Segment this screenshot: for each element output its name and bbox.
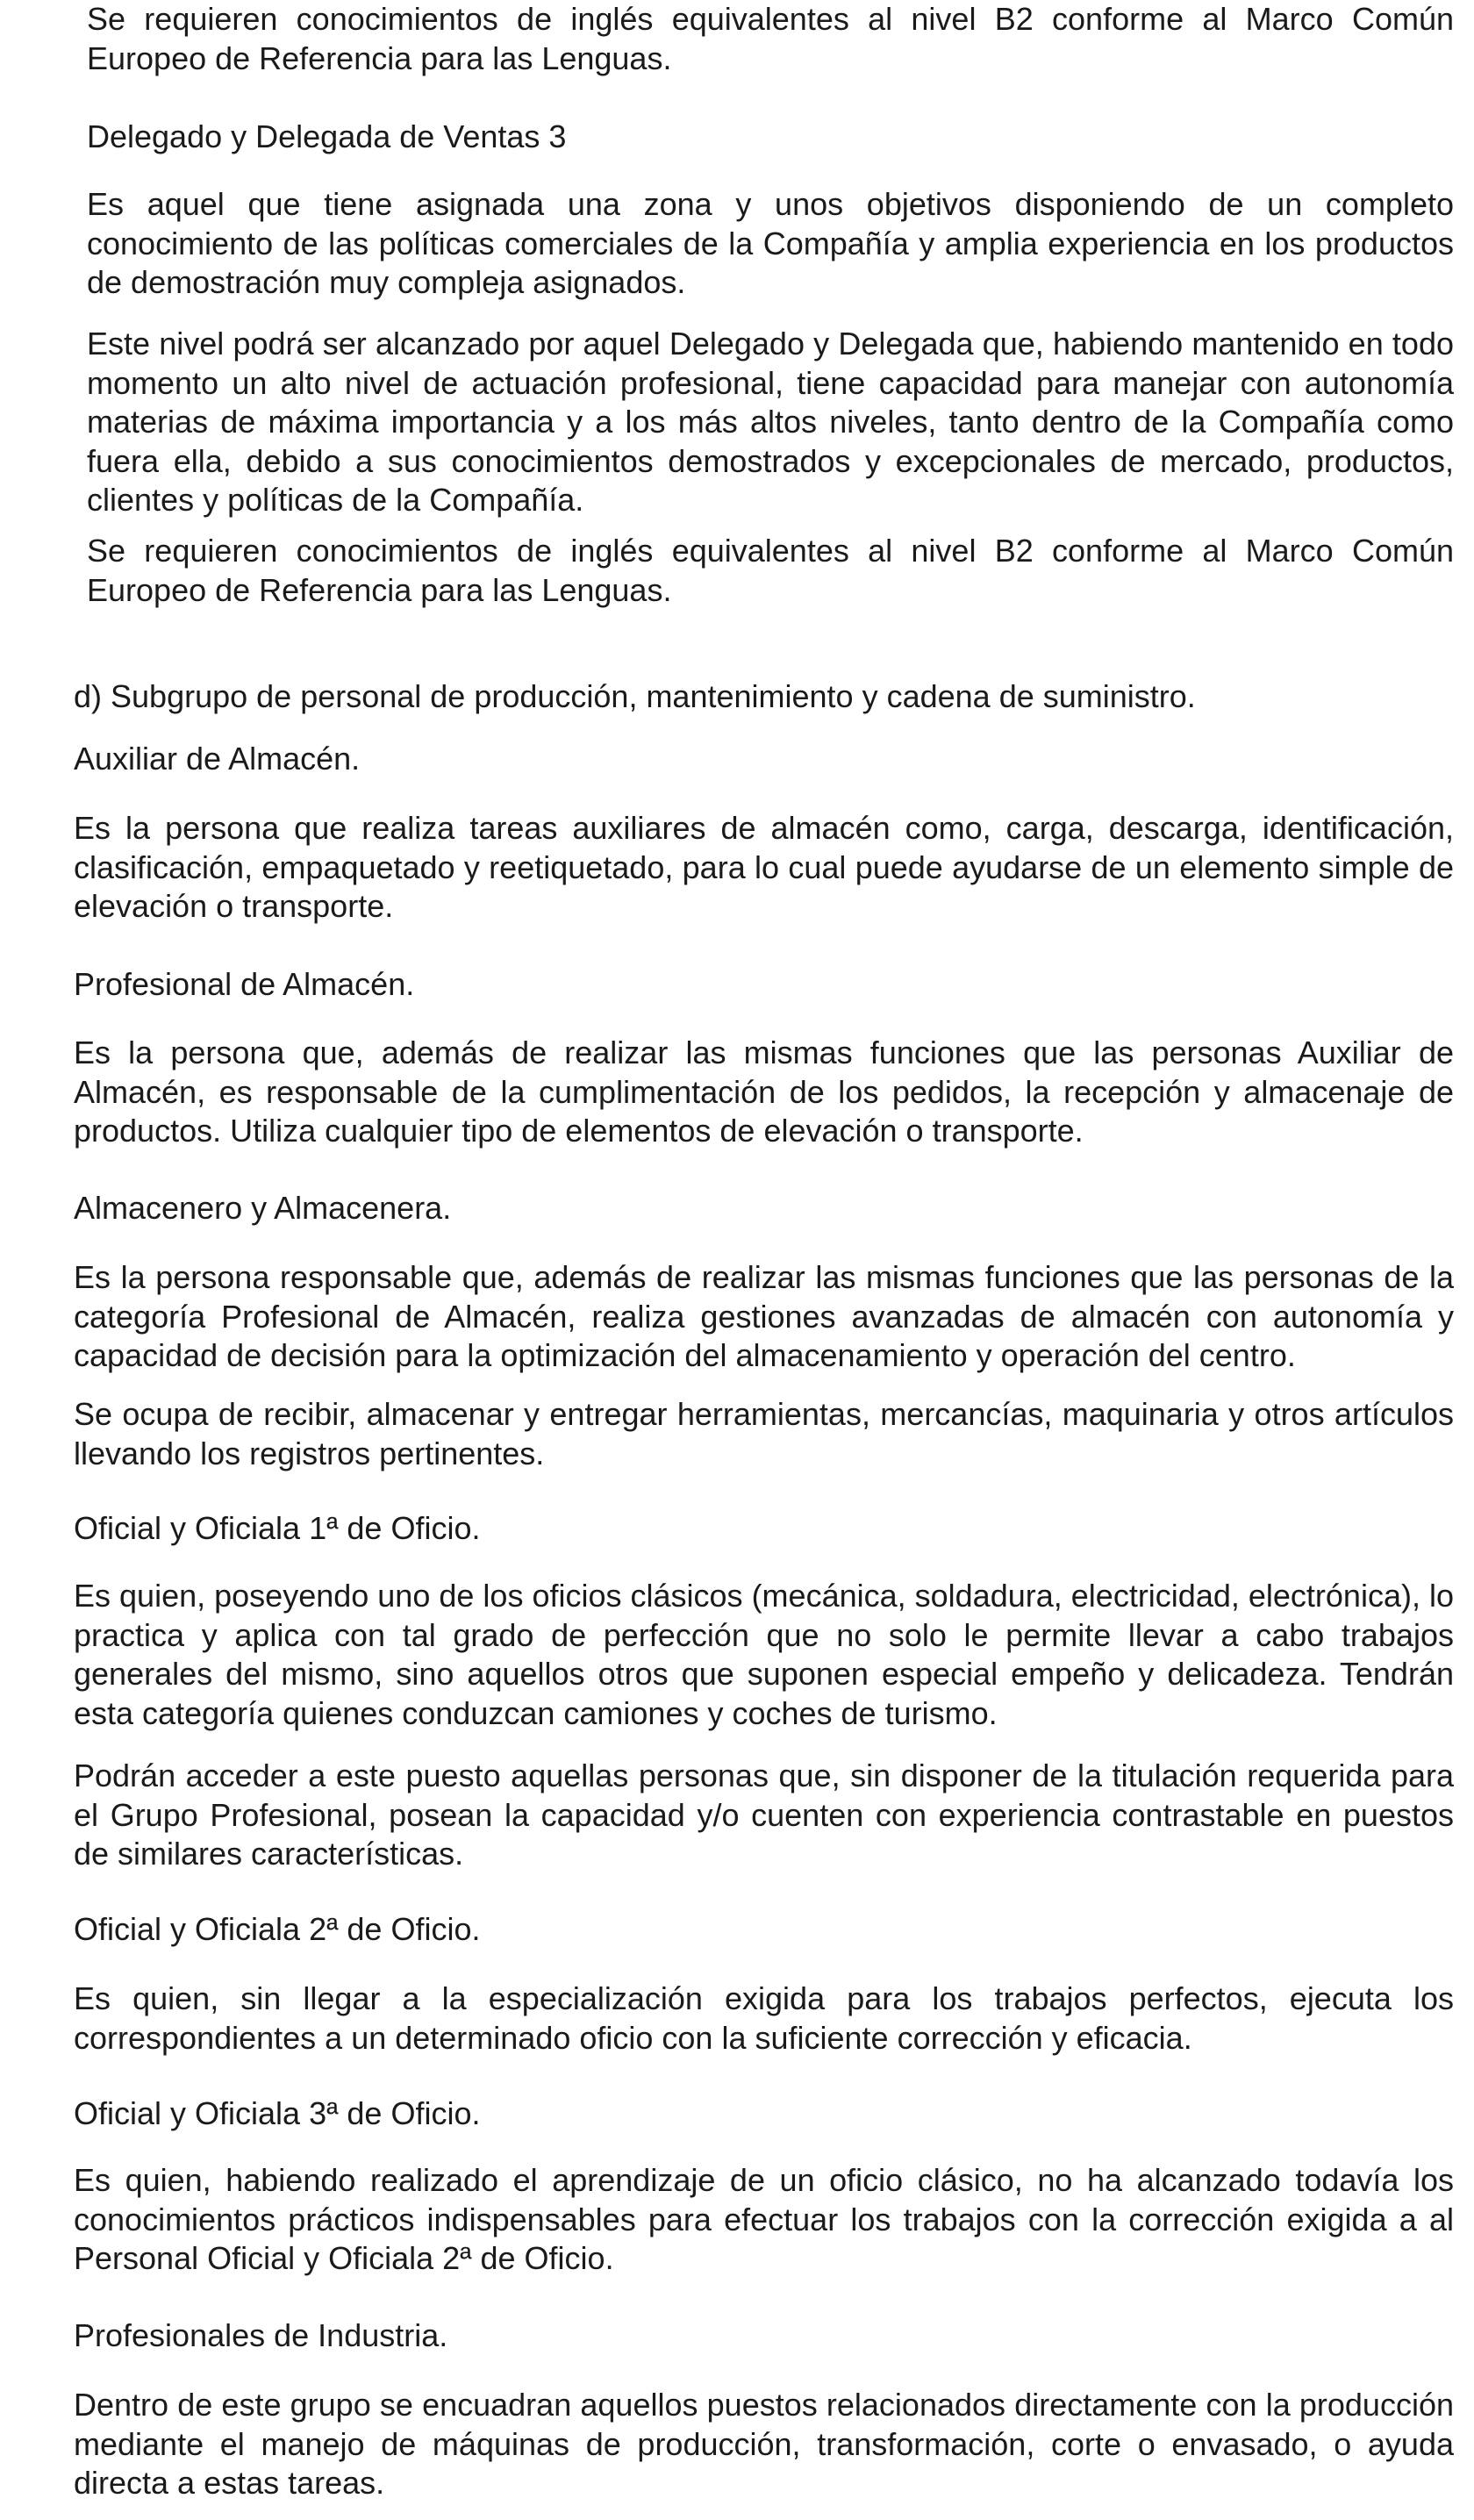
description-paragraph: Es la persona que, además de realizar las mismas funciones que las personas Auxiliar de Almacén, es responsable de la cumplimentación de los pedidos, la recepción y almacenaje de productos. Utiliza cualquier tipo de elementos de elevación o transporte. (74, 1034, 1454, 1149)
category-heading-profesionales-industria: Profesionales de Industria. (74, 2317, 448, 2353)
language-requirement-paragraph: Se requieren conocimientos de inglés equivalentes al nivel B2 conforme al Marco Común Europeo de Referencia para las Lenguas. (87, 533, 1454, 608)
description-paragraph: Es la persona que realiza tareas auxiliares de almacén como, carga, descarga, identificación, clasificación, empaquetado y reetiquetado, para lo cual puede ayudarse de un elemento simple de elevación o transporte. (74, 810, 1454, 924)
category-heading-oficial-2: Oficial y Oficiala 2ª de Oficio. (74, 1911, 481, 1947)
category-heading-auxiliar-almacen: Auxiliar de Almacén. (74, 741, 361, 777)
description-paragraph: Es quien, habiendo realizado el aprendizaje de un oficio clásico, no ha alcanzado todavía los conocimientos prácticos indispensables para efectuar los trabajos con la corrección exigida a al Personal Oficial y Oficiala 2ª de Oficio. (74, 2162, 1454, 2276)
category-heading-profesional-almacen: Profesional de Almacén. (74, 966, 415, 1002)
description-paragraph: Este nivel podrá ser alcanzado por aquel Delegado y Delegada que, habiendo mantenido en todo momento un alto nivel de actuación profesional, tiene capacidad para manejar con autonomía materias de máxima importancia y a los más altos niveles, tanto dentro de la Compañía como fuera ella, debido a sus conocimientos demostrados y excepcionales de mercado, productos, clientes y políticas de la Compañía. (87, 326, 1454, 518)
description-paragraph: Es quien, sin llegar a la especialización exigida para los trabajos perfectos, ejecuta los correspondientes a un determinado oficio con la suficiente corrección y eficacia. (74, 1980, 1454, 2056)
category-heading-delegado-ventas-3: Delegado y Delegada de Ventas 3 (87, 118, 567, 154)
language-requirement-paragraph: Se requieren conocimientos de inglés equivalentes al nivel B2 conforme al Marco Común Europeo de Referencia para las Lenguas. (87, 1, 1454, 76)
subgroup-heading: d) Subgrupo de personal de producción, mantenimiento y cadena de suministro. (74, 678, 1196, 714)
description-paragraph: Dentro de este grupo se encuadran aquellos puestos relacionados directamente con la producción mediante el manejo de máquinas de producción, transformación, corte o envasado, o ayuda directa a estas tareas. (74, 2387, 1454, 2501)
category-heading-almacenero: Almacenero y Almacenera. (74, 1190, 452, 1226)
description-paragraph: Podrán acceder a este puesto aquellas personas que, sin disponer de la titulación requerida para el Grupo Profesional, posean la capacidad y/o cuenten con experiencia contrastable en puestos de similares características. (74, 1758, 1454, 1872)
description-paragraph: Es aquel que tiene asignada una zona y unos objetivos disponiendo de un completo conocimiento de las políticas comerciales de la Compañía y amplia experiencia en los productos de demostración muy compleja asignados. (87, 186, 1454, 300)
description-paragraph: Es quien, poseyendo uno de los oficios clásicos (mecánica, soldadura, electricidad, electrónica), lo practica y aplica con tal grado de perfección que no solo le permite llevar a cabo trabajos generales del mismo, sino aquellos otros que suponen especial empeño y delicadeza. Tendrán esta categoría quienes conduzcan camiones y coches de turismo. (74, 1578, 1454, 1731)
description-paragraph: Es la persona responsable que, además de realizar las mismas funciones que las personas de la categoría Profesional de Almacén, realiza gestiones avanzadas de almacén con autonomía y capacidad de decisión para la optimización del almacenamiento y operación del centro. (74, 1259, 1454, 1373)
category-heading-oficial-3: Oficial y Oficiala 3ª de Oficio. (74, 2095, 481, 2131)
description-paragraph: Se ocupa de recibir, almacenar y entregar herramientas, mercancías, maquinaria y otros artículos llevando los registros pertinentes. (74, 1396, 1454, 1471)
category-heading-oficial-1: Oficial y Oficiala 1ª de Oficio. (74, 1510, 481, 1546)
